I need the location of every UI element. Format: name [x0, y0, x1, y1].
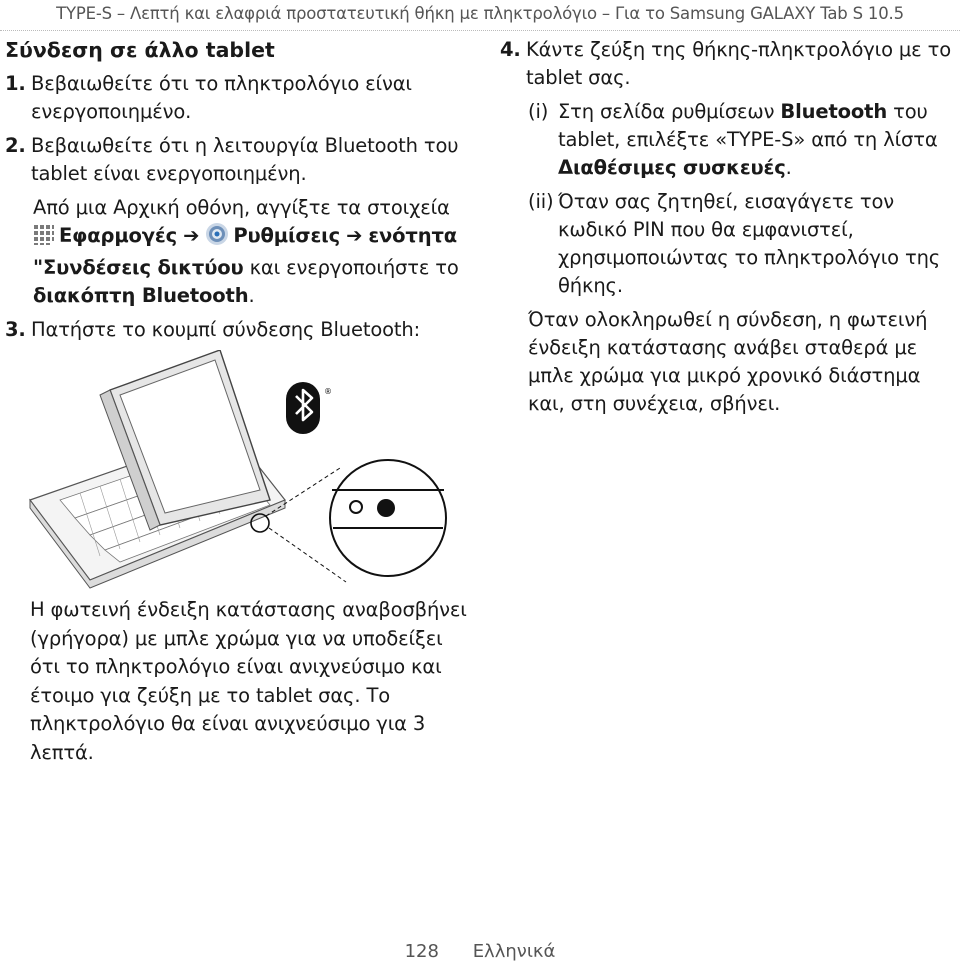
substep-ii	[500, 188, 955, 300]
substep-pre: Στη σελίδα ρυθμίσεων	[558, 100, 775, 123]
step-1	[5, 70, 465, 126]
instruction-intro: Από μια Αρχική οθόνη, αγγίξτε τα στοιχεία	[33, 196, 450, 219]
step-4	[500, 36, 955, 92]
settings-label: Ρυθμίσεις	[233, 224, 341, 247]
magnified-status-led	[330, 460, 446, 576]
arrow-glyph: ➔	[183, 224, 200, 247]
step-number: 2.	[5, 134, 26, 157]
substep-i	[500, 98, 955, 182]
settings-instruction	[5, 194, 465, 310]
step-text: Πατήστε το κουμπί σύνδεσης Bluetooth:	[31, 318, 421, 341]
status-light-caption: Η φωτεινή ένδειξη κατάστασης αναβοσβήνει (γρήγορα) με μπλε χρώμα για να υποδείξει ότι το πληκτρολόγιο είναι ανιχνεύσιμο και έτοιμο για ζεύξη με το tablet σας. Το πληκτρολόγιο θα είναι ανιχνεύσιμο για 3 λεπτά.	[30, 598, 467, 764]
page-number: 128	[404, 941, 439, 962]
step-text: Κάντε ζεύξη της θήκης-πληκτρολόγιο με το tablet σας.	[526, 38, 951, 89]
network-connections-label: "Συνδέσεις δικτύου	[33, 256, 244, 279]
substep-number: (ii)	[528, 190, 554, 213]
apps-label: Εφαρμογές	[59, 224, 178, 247]
illustration-drawing	[20, 350, 490, 600]
keyboard-case-illustration	[20, 350, 490, 600]
arrow-glyph-2: ➔	[346, 224, 363, 247]
settings-gear-icon	[205, 222, 229, 254]
apps-grid-icon	[33, 224, 55, 254]
bluetooth-switch-label: διακόπτη Bluetooth	[33, 284, 249, 307]
left-column	[5, 36, 465, 350]
bluetooth-label: Bluetooth	[780, 100, 888, 123]
substep-text	[558, 98, 955, 182]
step-text: Βεβαιωθείτε ότι η λειτουργία Bluetooth του tablet είναι ενεργοποιημένη.	[31, 134, 459, 185]
step-2	[5, 132, 465, 188]
section-heading: Σύνδεση σε άλλο tablet	[5, 38, 275, 62]
instruction-end: .	[248, 284, 255, 307]
header-divider	[0, 30, 960, 32]
document-header: TYPE-S – Λεπτή και ελαφριά προστατευτική θήκη με πληκτρολόγιο – Για το Samsung GALAXY Tab S 10.5	[56, 4, 904, 23]
bluetooth-icon	[286, 382, 332, 434]
substep-mid: του tablet, επιλέξτε «TYPE-S» από τη λίστα	[558, 100, 938, 151]
instruction-middle: και ενεργοποιήστε το	[249, 256, 459, 279]
available-devices-label: Διαθέσιμες συσκευές	[558, 156, 786, 179]
right-column	[500, 36, 955, 424]
page-footer	[0, 941, 960, 962]
step-number: 4.	[500, 38, 521, 61]
substep-end: .	[785, 156, 792, 179]
step-number: 1.	[5, 72, 26, 95]
substep-number: (i)	[528, 100, 549, 123]
svg-text:®: ®	[324, 387, 332, 396]
step-number: 3.	[5, 318, 26, 341]
language-label: Ελληνικά	[472, 941, 556, 962]
connection-note: Όταν ολοκληρωθεί η σύνδεση, η φωτεινή ένδειξη κατάστασης ανάβει σταθερά με μπλε χρώμα για μικρό χρονικό διάστημα και, στη συνέχεια, σβήνει.	[528, 308, 928, 415]
step-3	[5, 316, 465, 344]
substep-text: Όταν σας ζητηθεί, εισαγάγετε τον κωδικό PIN που θα εμφανιστεί, χρησιμοποιώντας το πληκτρολόγιο της θήκης.	[558, 190, 941, 297]
section-label: ενότητα	[368, 224, 457, 247]
step-text: Βεβαιωθείτε ότι το πληκτρολόγιο είναι ενεργοποιημένο.	[31, 72, 412, 123]
